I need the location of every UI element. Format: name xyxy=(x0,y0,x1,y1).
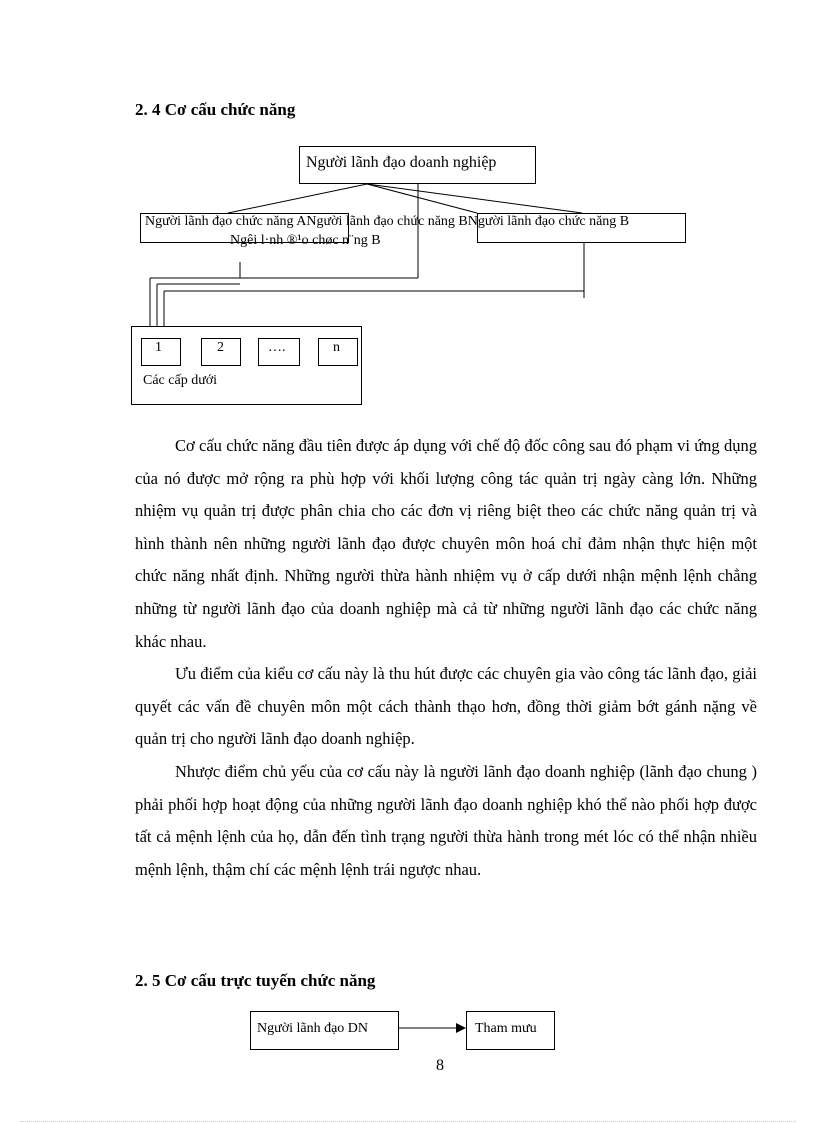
arrow-head-icon xyxy=(456,1023,466,1033)
page-number: 8 xyxy=(436,1057,444,1074)
paragraph-3: Nhược điểm chủ yếu của cơ cấu này là người lãnh đạo doanh nghiệp (lãnh đạo chung ) phải phối hợp hoạt động của những người lãnh đạo doanh nghiệp khó thể nào phối hợp được tất cả mệnh lệnh của họ, dẫn đến tình trạng người thừa hành trong mét lóc có thể nhận nhiều mệnh lệnh, thậm chí các mệnh lệnh trái ngược nhau. xyxy=(135,762,757,879)
section-heading-2-4: 2. 4 Cơ cấu chức năng xyxy=(135,100,296,119)
arrow-connector xyxy=(0,1000,816,1060)
connector-line xyxy=(228,184,367,213)
section-heading-2-5: 2. 5 Cơ cấu trực tuyến chức năng xyxy=(135,971,376,990)
subordinate-label-1: 1 xyxy=(155,340,162,355)
top-leader-label: Người lãnh đạo doanh nghiệp xyxy=(306,154,497,171)
paragraph-2: Ưu điểm của kiểu cơ cấu này là thu hút được các chuyên gia vào công tác lãnh đạo, giải quyết các vấn đề chuyên môn một cách thành thạo hơn, đồng thời giảm bớt gánh nặng về quản trị cho người lãnh đạo doanh nghiệp. xyxy=(135,664,757,749)
subordinate-label-2: 2 xyxy=(217,340,224,355)
connector-line xyxy=(367,184,477,213)
subordinate-label-n: n xyxy=(333,340,340,355)
advisory-label: Tham mưu xyxy=(475,1021,537,1036)
leader-dn-label: Người lãnh đạo DN xyxy=(257,1021,369,1036)
paragraph-1: Cơ cấu chức năng đầu tiên được áp dụng với chế độ đốc công sau đó phạm vi ứng dụng của nó được mở rộng ra phù hợp với khối lượng công tác quản trị ngày càng lớn. Những nhiệm vụ quản trị được phân chia cho các đơn vị riêng biệt theo các chức năng quản trị và hình thành nên những người lãnh đạo được chuyên môn hoá chỉ đảm nhận thực hiện một chức năng nhất định. Những người thừa hành nhiệm vụ ở cấp dưới nhận mệnh lệnh chẳng những từ người lãnh đạo của doanh nghiệp mà cả từ những người lãnh đạo các chức năng khác nhau. xyxy=(135,436,757,651)
org-chart-connectors xyxy=(0,0,816,420)
subordinate-label-ellipsis: …. xyxy=(268,340,286,355)
page-bottom-divider xyxy=(20,1121,796,1122)
functional-leaders-label: Người lãnh đạo chức năng ANgười lãnh đạo chức năng BNgười lãnh đạo chức năng B xyxy=(145,214,630,229)
subordinates-caption: Các cấp dưới xyxy=(143,373,218,388)
connector-line xyxy=(367,184,582,213)
functional-leader-garbled-label: Ngêi l·nh ®¹o chøc n¨ng B xyxy=(230,233,381,248)
